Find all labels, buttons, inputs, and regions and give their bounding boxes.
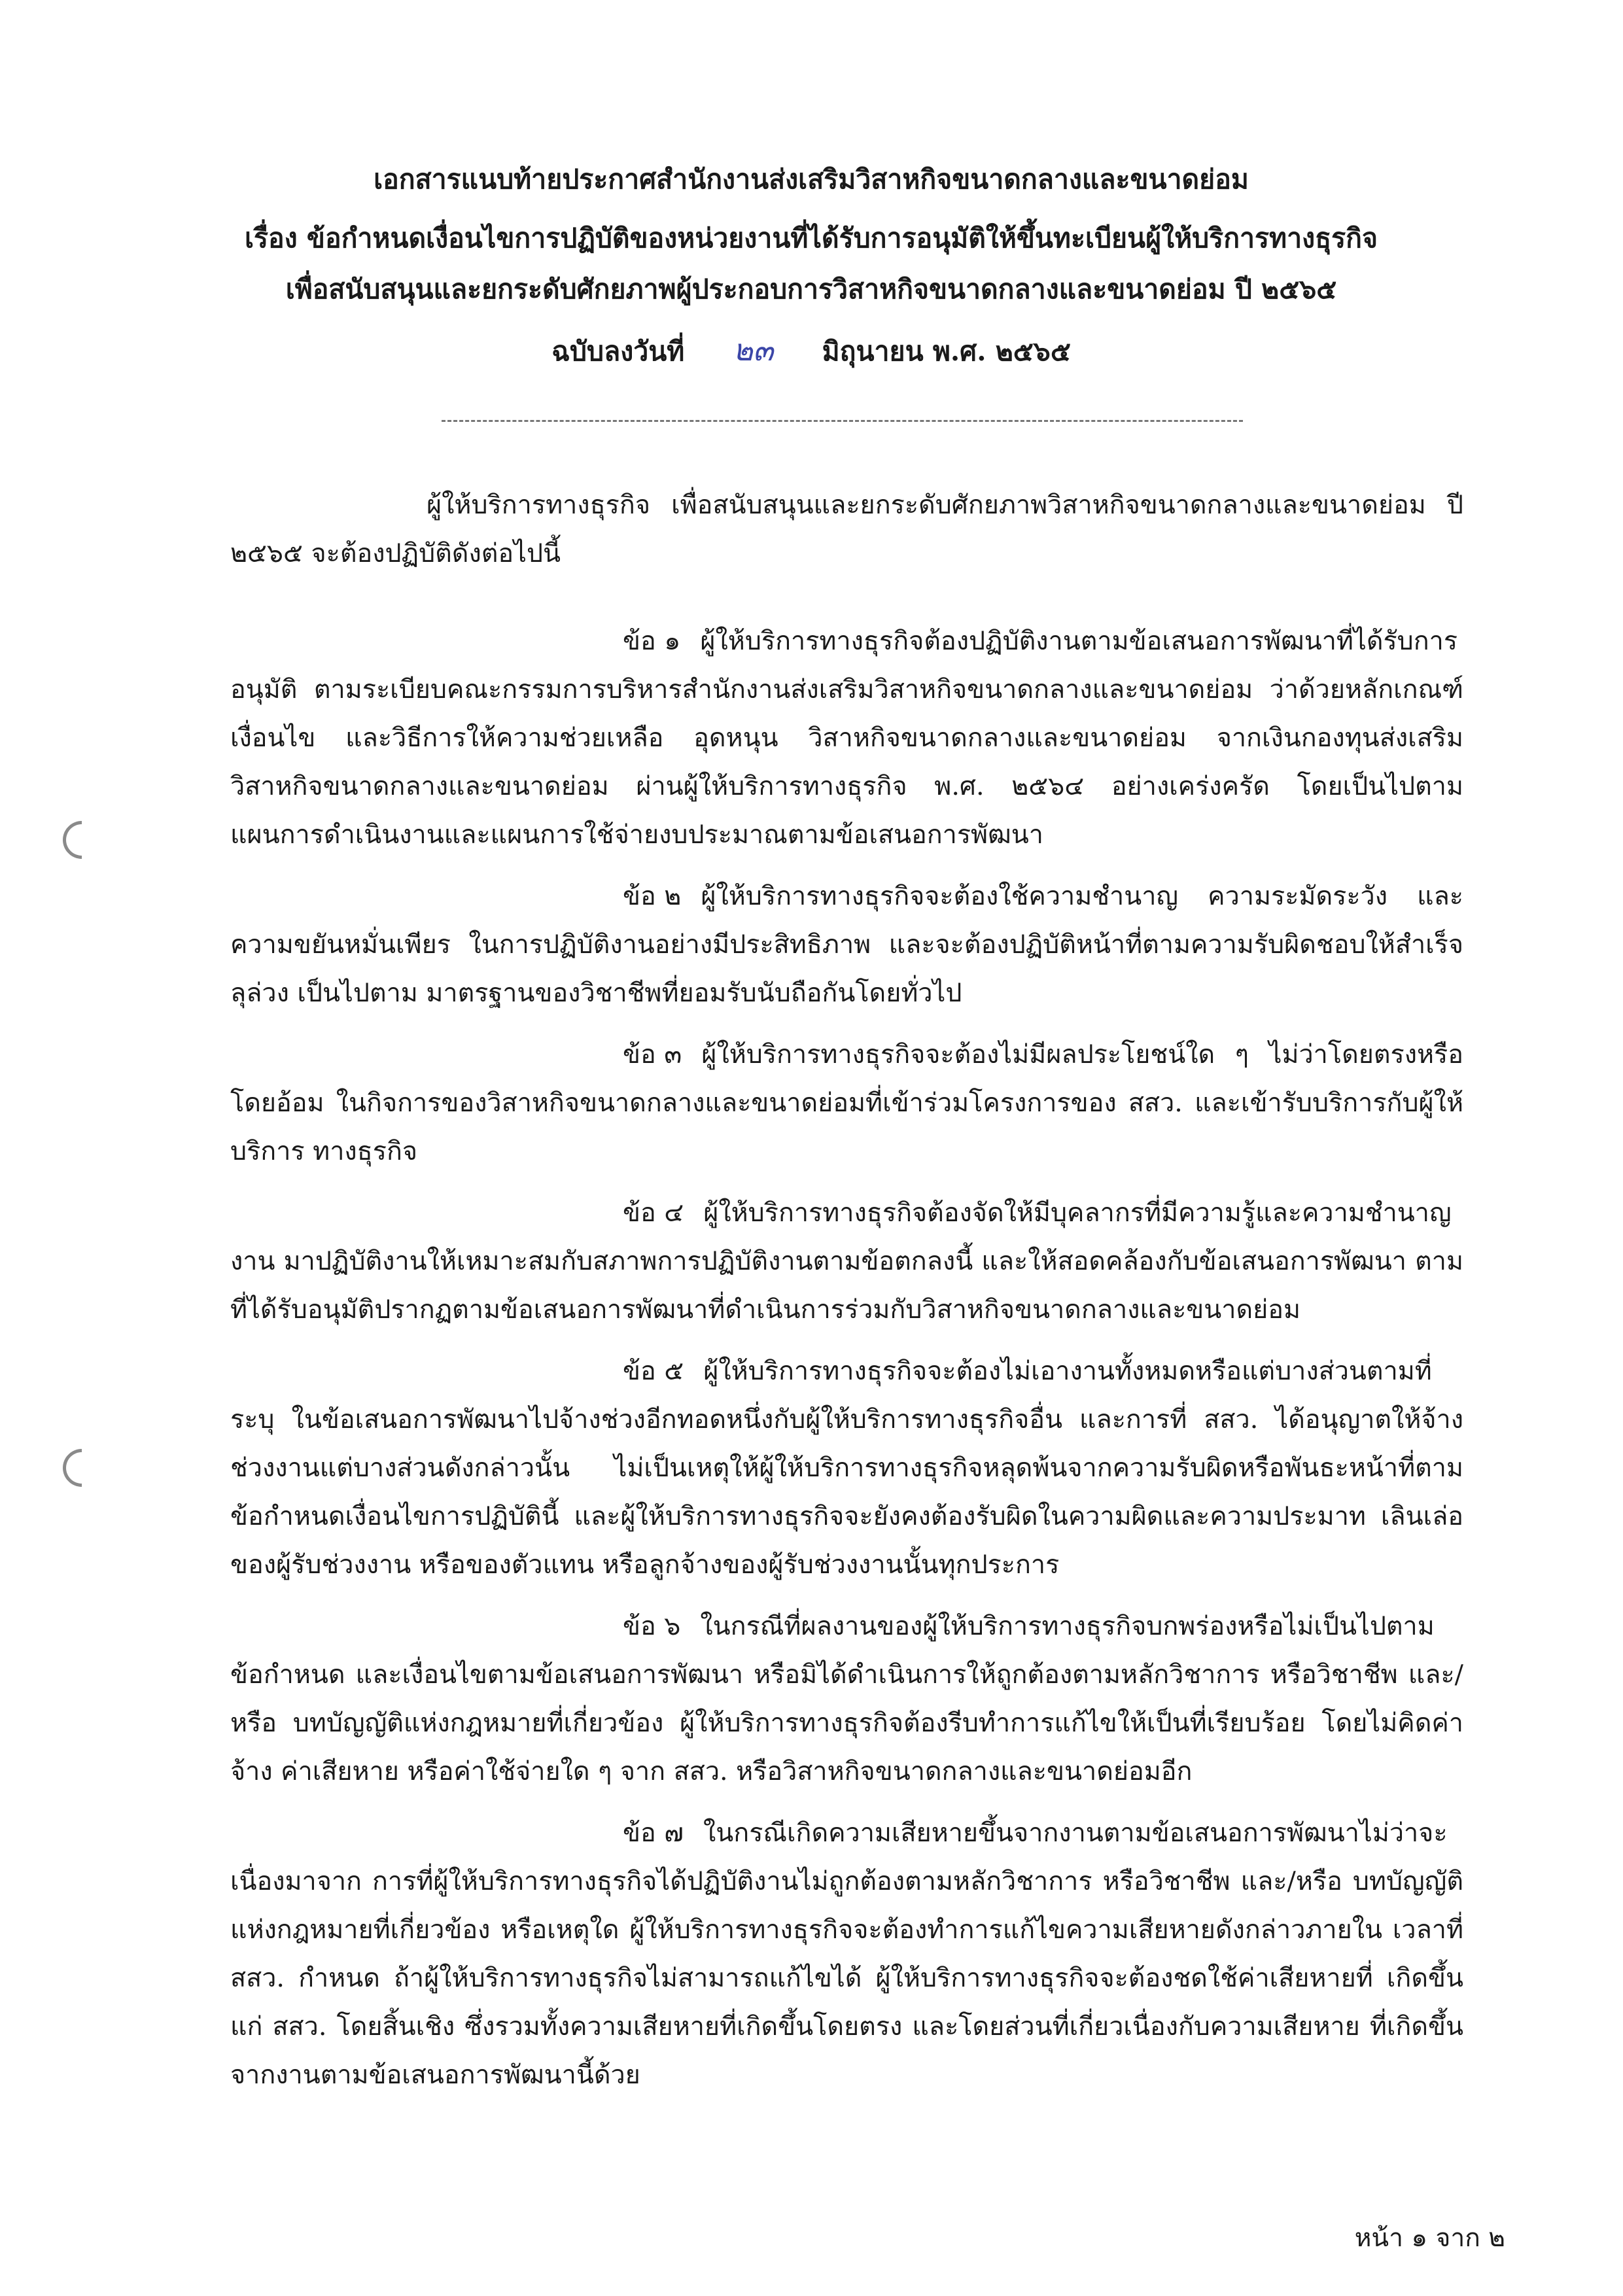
date-day-handwritten: ๒๓ xyxy=(733,332,774,368)
header-subject: เรื่อง ข้อกำหนดเงื่อนไขการปฏิบัติของหน่วยงานที่ได้รับการอนุมัติให้ขึ้นทะเบียนผู้ให้บริการทางธุรกิจ xyxy=(244,222,1378,254)
intro-paragraph: ผู้ให้บริการทางธุรกิจ เพื่อสนับสนุนและยกระดับศักยภาพวิสาหกิจขนาดกลางและขนาดย่อม ปี ๒๕๖๕ จะต้องปฏิบัติดังต่อไปนี้ xyxy=(230,490,1463,568)
clause-6 xyxy=(230,1602,1463,1796)
clause-number: ข้อ ๗ xyxy=(623,1818,684,1848)
clause-number: ข้อ ๕ xyxy=(623,1356,684,1386)
clause-text: ผู้ให้บริการทางธุรกิจต้องปฏิบัติงานตามข้อเสนอการพัฒนาที่ได้รับการอนุมัติ ตามระเบียบคณะกรรมการบริหารสำนักงานส่งเสริมวิสาหกิจขนาดกลางและขนาดย่อม ว่าด้วยหลักเกณฑ์ เงื่อนไข และวิธีการให้ความช่วยเหลือ อุดหนุน วิสาหกิจขนาดกลางและขนาดย่อม จากเงินกองทุนส่งเสริม วิสาหกิจขนาดกลางและขนาดย่อม ผ่านผู้ให้บริการทางธุรกิจ พ.ศ. ๒๕๖๔ อย่างเคร่งครัด โดยเป็นไปตาม แผนการดำเนินงานและแผนการใช้จ่ายงบประมาณตามข้อเสนอการพัฒนา xyxy=(230,626,1463,850)
clause-text: ผู้ให้บริการทางธุรกิจจะต้องใช้ความชำนาญ ความระมัดระวัง และความขยันหมั่นเพียร ในการปฏิบัติงานอย่างมีประสิทธิภาพ และจะต้องปฏิบัติหน้าที่ตามความรับผิดชอบให้สำเร็จลุล่วง เป็นไปตาม มาตรฐานของวิชาชีพที่ยอมรับนับถือกันโดยทั่วไป xyxy=(230,881,1463,1008)
punch-hole-mark xyxy=(55,1441,109,1495)
header-date xyxy=(196,332,1426,368)
header-subject-cont: เพื่อสนับสนุนและยกระดับศักยภาพผู้ประกอบการวิสาหกิจขนาดกลางและขนาดย่อม ปี ๒๕๖๕ xyxy=(285,273,1337,305)
punch-hole-mark xyxy=(55,813,109,867)
clause-text: ผู้ให้บริการทางธุรกิจต้องจัดให้มีบุคลากรที่มีความรู้และความชำนาญงาน มาปฏิบัติงานให้เหมาะสมกับสภาพการปฏิบัติงานตามข้อตกลงนี้ และให้สอดคล้องกับข้อเสนอการพัฒนา ตามที่ได้รับอนุมัติปรากฏตามข้อเสนอการพัฒนาที่ดำเนินการร่วมกับวิสาหกิจขนาดกลางและขนาดย่อม xyxy=(230,1198,1463,1325)
clause-5 xyxy=(230,1347,1463,1589)
clause-1 xyxy=(230,617,1463,859)
clause-2 xyxy=(230,872,1463,1017)
clause-number: ข้อ ๖ xyxy=(623,1611,681,1641)
clause-text: ในกรณีที่ผลงานของผู้ให้บริการทางธุรกิจบกพร่องหรือไม่เป็นไปตามข้อกำหนด และเงื่อนไขตามข้อเสนอการพัฒนา หรือมิได้ดำเนินการให้ถูกต้องตามหลักวิชาการ หรือวิชาชีพ และ/หรือ บทบัญญัติแห่งกฎหมายที่เกี่ยวข้อง ผู้ให้บริการทางธุรกิจต้องรีบทำการแก้ไขให้เป็นที่เรียบร้อย โดยไม่คิดค่าจ้าง ค่าเสียหาย หรือค่าใช้จ่ายใด ๆ จาก สสว. หรือวิสาหกิจขนาดกลางและขนาดย่อมอีก xyxy=(230,1611,1463,1786)
clause-4 xyxy=(230,1189,1463,1334)
page-number: หน้า ๑ จาก ๒ xyxy=(1354,2223,1505,2253)
clause-3 xyxy=(230,1030,1463,1175)
date-prefix: ฉบับลงวันที่ xyxy=(551,336,685,367)
clause-text: ผู้ให้บริการทางธุรกิจจะต้องไม่มีผลประโยชน์ใด ๆ ไม่ว่าโดยตรงหรือโดยอ้อม ในกิจการของวิสาหกิจขนาดกลางและขนาดย่อมที่เข้าร่วมโครงการของ สสว. และเข้ารับบริการกับผู้ให้บริการ ทางธุรกิจ xyxy=(230,1039,1463,1166)
separator-line xyxy=(442,420,1243,422)
body-text xyxy=(230,481,1463,2112)
clause-text: ผู้ให้บริการทางธุรกิจจะต้องไม่เอางานทั้งหมดหรือแต่บางส่วนตามที่ระบุ ในข้อเสนอการพัฒนาไปจ้างช่วงอีกทอดหนึ่งกับผู้ให้บริการทางธุรกิจอื่น และการที่ สสว. ได้อนุญาตให้จ้าง ช่วงงานแต่บางส่วนดังกล่าวนั้น ไม่เป็นเหตุให้ผู้ให้บริการทางธุรกิจหลุดพ้นจากความรับผิดหรือพันธะหน้าที่ตาม ข้อกำหนดเงื่อนไขการปฏิบัตินี้ และผู้ให้บริการทางธุรกิจจะยังคงต้องรับผิดในความผิดและความประมาท เลินเล่อของผู้รับช่วงงาน หรือของตัวแทน หรือลูกจ้างของผู้รับช่วงงานนั้นทุกประการ xyxy=(230,1356,1463,1580)
clause-text: ในกรณีเกิดความเสียหายขึ้นจากงานตามข้อเสนอการพัฒนาไม่ว่าจะเนื่องมาจาก การที่ผู้ให้บริการทางธุรกิจได้ปฏิบัติงานไม่ถูกต้องตามหลักวิชาการ หรือวิชาชีพ และ/หรือ บทบัญญัติ แห่งกฎหมายที่เกี่ยวข้อง หรือเหตุใด ผู้ให้บริการทางธุรกิจจะต้องทำการแก้ไขความเสียหายดังกล่าวภายใน เวลาที่ สสว. กำหนด ถ้าผู้ให้บริการทางธุรกิจไม่สามารถแก้ไขได้ ผู้ให้บริการทางธุรกิจจะต้องชดใช้ค่าเสียหายที่ เกิดขึ้นแก่ สสว. โดยสิ้นเชิง ซึ่งรวมทั้งความเสียหายที่เกิดขึ้นโดยตรง และโดยส่วนที่เกี่ยวเนื่องกับความเสียหาย ที่เกิดขึ้นจากงานตามข้อเสนอการพัฒนานี้ด้วย xyxy=(230,1818,1463,2090)
clause-number: ข้อ ๒ xyxy=(623,881,682,911)
header-title: เอกสารแนบท้ายประกาศสำนักงานส่งเสริมวิสาหกิจขนาดกลางและขนาดย่อม xyxy=(374,164,1249,195)
clause-number: ข้อ ๓ xyxy=(623,1039,682,1070)
clause-number: ข้อ ๑ xyxy=(623,626,681,656)
clause-7 xyxy=(230,1809,1463,2099)
date-suffix: มิถุนายน พ.ศ. ๒๕๖๕ xyxy=(822,336,1071,367)
clause-number: ข้อ ๔ xyxy=(623,1198,684,1228)
